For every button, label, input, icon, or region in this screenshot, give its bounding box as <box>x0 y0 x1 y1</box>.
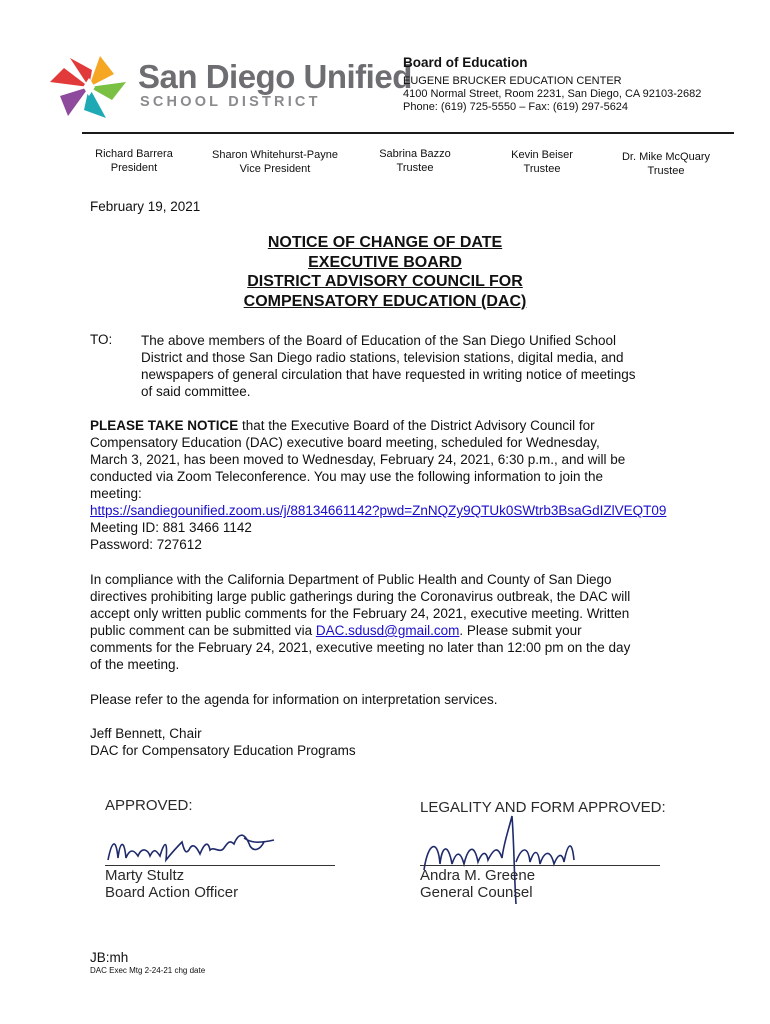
notice-date: February 19, 2021 <box>90 199 201 214</box>
address-line-3: Phone: (619) 725-5550 – Fax: (619) 297-5624 <box>403 101 629 113</box>
compliance-text: . Please submit your <box>459 623 582 638</box>
notice-paragraph <box>90 417 740 553</box>
logo-district-subtitle: SCHOOL DISTRICT <box>140 94 321 110</box>
email-link[interactable]: DAC.sdusd@gmail.com <box>315 623 460 638</box>
to-recipients <box>141 332 701 400</box>
member-name: Kevin Beiser <box>511 149 573 161</box>
title-line: DISTRICT ADVISORY COUNCIL FOR <box>247 273 523 291</box>
notice-text: that the Executive Board of the District Advisory Council for <box>238 418 595 433</box>
legality-name: Andra M. Greene <box>420 867 536 884</box>
to-label: TO: <box>90 332 113 347</box>
zoom-meeting-link[interactable]: https://sandiegounified.zoom.us/j/88134661142?pwd=ZnNQZy9QTUk0SWtrb3BsaGdIZlVEQT09 <box>90 503 667 518</box>
to-line: District and those San Diego radio stations, television stations, digital media, and <box>141 350 624 365</box>
star-flower-logo-icon <box>48 52 130 122</box>
board-member <box>492 148 592 176</box>
board-member <box>84 147 184 175</box>
compliance-line: accept only written public comments for the February 24, 2021, executive meeting. Written <box>90 606 630 621</box>
member-role: Trustee <box>647 165 685 177</box>
member-role: Vice President <box>239 163 311 175</box>
approved-label: APPROVED: <box>105 797 193 814</box>
legality-label: LEGALITY AND FORM APPROVED: <box>420 799 666 816</box>
notice-line: March 3, 2021, has been moved to Wednesday, February 24, 2021, 6:30 p.m., and will be <box>90 452 626 467</box>
chair-org: DAC for Compensatory Education Programs <box>90 743 356 758</box>
legality-signature-line <box>420 865 660 866</box>
initials: JB:mh <box>90 950 129 965</box>
compliance-line: In compliance with the California Department of Public Health and County of San Diego <box>90 572 612 587</box>
legality-title: General Counsel <box>420 884 533 901</box>
approved-signature-line <box>105 865 335 866</box>
address-line-2: 4100 Normal Street, Room 2231, San Diego, CA 92103-2682 <box>403 88 702 100</box>
board-member <box>365 147 465 175</box>
notice-lead: PLEASE TAKE NOTICE <box>90 418 239 433</box>
member-name: Sharon Whitehurst-Payne <box>212 149 338 161</box>
member-name: Dr. Mike McQuary <box>621 151 710 163</box>
member-name: Sabrina Bazzo <box>379 148 451 160</box>
notice-line: Compensatory Education (DAC) executive board meeting, scheduled for Wednesday, <box>90 435 600 450</box>
member-role: Trustee <box>523 163 561 175</box>
address-line-1: EUGENE BRUCKER EDUCATION CENTER <box>403 75 622 87</box>
agenda-note: Please refer to the agenda for information on interpretation services. <box>90 692 498 707</box>
notice-title <box>90 233 680 311</box>
to-line: of said committee. <box>141 384 251 399</box>
meeting-id: Meeting ID: 881 3466 1142 <box>90 520 252 535</box>
approved-name: Marty Stultz <box>105 867 185 884</box>
compliance-line: of the meeting. <box>90 657 180 672</box>
title-line: EXECUTIVE BOARD <box>308 253 462 271</box>
board-member <box>200 148 350 176</box>
member-role: Trustee <box>396 162 434 174</box>
file-reference: DAC Exec Mtg 2-24-21 chg date <box>90 966 206 975</box>
member-role: President <box>110 162 158 174</box>
member-name: Richard Barrera <box>95 148 173 160</box>
header-divider <box>82 132 734 134</box>
chair-signature-block <box>90 725 740 759</box>
approved-title: Board Action Officer <box>105 884 239 901</box>
board-member <box>610 150 722 178</box>
to-line: The above members of the Board of Education of the San Diego Unified School <box>141 333 617 348</box>
title-line: NOTICE OF CHANGE OF DATE <box>267 234 503 251</box>
chair-name: Jeff Bennett, Chair <box>90 726 202 741</box>
compliance-paragraph <box>90 571 740 673</box>
compliance-line: directives prohibiting large public gatherings during the Coronavirus outbreak, the DAC will <box>90 589 631 604</box>
to-line: newspapers of general circulation that have requested in writing notice of meetings <box>141 367 636 382</box>
notice-line: meeting: <box>90 486 142 501</box>
compliance-text: public comment can be submitted via <box>90 623 316 638</box>
compliance-line: comments for the February 24, 2021, executive meeting no later than 12:00 pm on the day <box>90 640 631 655</box>
logo-district-name: San Diego Unified <box>138 58 412 95</box>
title-line: COMPENSATORY EDUCATION (DAC) <box>243 292 527 310</box>
notice-line: conducted via Zoom Teleconference. You may use the following information to join the <box>90 469 604 484</box>
board-title: Board of Education <box>403 55 528 70</box>
meeting-password: Password: 727612 <box>90 537 202 552</box>
